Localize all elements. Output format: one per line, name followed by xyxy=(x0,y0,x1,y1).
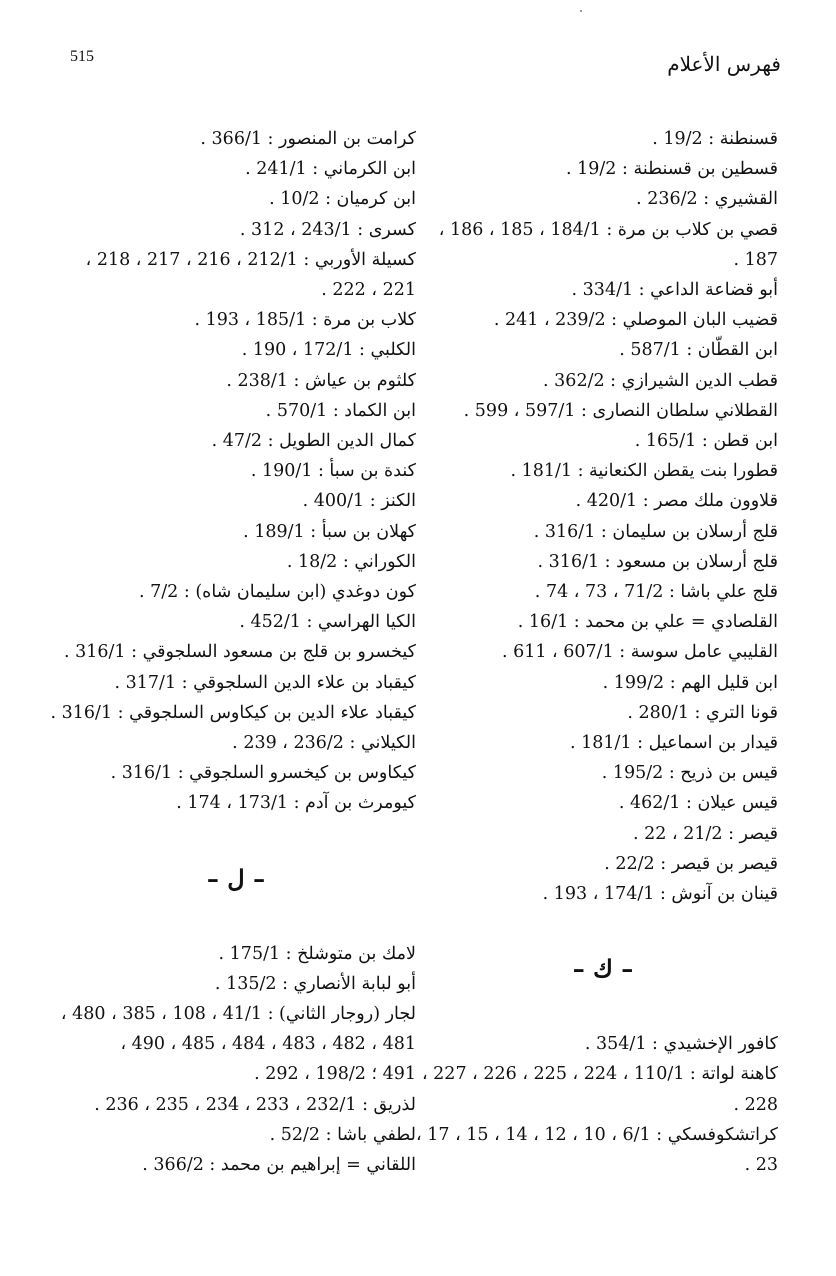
index-entry: ابن قطن : 165/1 . xyxy=(634,431,778,452)
page-number: 515 xyxy=(70,48,94,65)
index-entry: 491 ؛ 198/2 ، 292 . xyxy=(254,1064,416,1085)
index-entry: كون دوغدي (ابن سليمان شاه) : 7/2 . xyxy=(139,582,416,603)
index-entry: اللقاني = إبراهيم بن محمد : 366/2 . xyxy=(142,1155,416,1176)
index-entry: القليبي عامل سوسة : 607/1 ، 611 . xyxy=(501,642,778,663)
index-entry: قسطين بن قسنطنة : 19/2 . xyxy=(565,159,778,180)
index-entry: لامك بن متوشلخ : 175/1 . xyxy=(218,943,416,964)
index-entry: كندة بن سبأ : 190/1 . xyxy=(250,461,416,482)
index-entry: كهلان بن سبأ : 189/1 . xyxy=(243,521,416,542)
index-entry: كيكاوس بن كيخسرو السلجوقي : 316/1 . xyxy=(110,763,416,784)
index-entry: كسيلة الأوربي : 212/1 ، 216 ، 217 ، 218 ، xyxy=(85,249,416,270)
index-entry: قطورا بنت يقطن الكنعانية : 181/1 . xyxy=(510,461,778,482)
index-entry: كافور الإخشيدي : 354/1 . xyxy=(584,1034,778,1055)
index-entry: كمال الدين الطويل : 47/2 . xyxy=(211,431,416,452)
index-entry: القطلاني سلطان النصارى : 597/1 ، 599 . xyxy=(463,400,778,421)
index-entry: 228 . xyxy=(733,1094,778,1115)
index-entry: قطب الدين الشيرازي : 362/2 . xyxy=(543,370,778,391)
index-entry: القشيري : 236/2 . xyxy=(636,189,778,210)
index-entry: قصي بن كلاب بن مرة : 184/1 ، 185 ، 186 ، xyxy=(438,219,778,240)
index-entry: قلج أرسلان بن مسعود : 316/1 . xyxy=(537,551,778,572)
index-entry: قيس عيلان : 462/1 . xyxy=(618,793,778,814)
index-entry: قيس بن ذريح : 195/2 . xyxy=(601,763,778,784)
index-entry: الكوراني : 18/2 . xyxy=(286,551,416,572)
index-entry: قينان بن آنوش : 174/1 ، 193 . xyxy=(542,884,778,905)
index-entry: كلثوم بن عياش : 238/1 . xyxy=(226,370,416,391)
index-entry: الكلبي : 172/1 ، 190 . xyxy=(241,340,416,361)
section-heading-lam: – ل – xyxy=(206,863,266,893)
index-entry: كيخسرو بن قلج بن مسعود السلجوقي : 316/1 . xyxy=(63,642,416,663)
index-entry: 23 . xyxy=(744,1155,778,1176)
index-entry: لجار (روجار الثاني) : 41/1 ، 108 ، 385 ، 480 ، xyxy=(60,1004,416,1025)
index-entry: كاهنة لواتة : 110/1 ، 224 ، 225 ، 226 ، 227 ، xyxy=(421,1064,778,1085)
index-entry: 187 . xyxy=(733,249,778,270)
index-entry: كسرى : 243/1 ، 312 . xyxy=(239,219,416,240)
scan-mark xyxy=(580,10,582,12)
index-entry: كيومرث بن آدم : 173/1 ، 174 . xyxy=(176,793,416,814)
index-entry: قيصر بن قيصر : 22/2 . xyxy=(604,853,778,874)
index-entry: كيقباد علاء الدين بن كيكاوس السلجوقي : 316/1 . xyxy=(50,702,416,723)
index-entry: قيدار بن اسماعيل : 181/1 . xyxy=(569,733,778,754)
index-entry: ابن كرميان : 10/2 . xyxy=(269,189,416,210)
running-head: فهرس الأعلام xyxy=(667,52,781,76)
index-entry: القلصادي = علي بن محمد : 16/1 . xyxy=(517,612,778,633)
index-entry: كراتشكوفسكي : 6/1 ، 10 ، 12 ، 14 ، 15 ، 17 ، xyxy=(416,1124,778,1145)
index-entry: أبو لبابة الأنصاري : 135/2 . xyxy=(214,973,416,994)
index-entry: ابن قليل الهم : 199/2 . xyxy=(602,672,778,693)
index-entry: الكيلاني : 236/2 ، 239 . xyxy=(232,733,416,754)
index-column-left xyxy=(50,124,416,1180)
index-entry: لذريق : 232/1 ، 233 ، 234 ، 235 ، 236 . xyxy=(94,1094,416,1115)
index-entry: قلج أرسلان بن سليمان : 316/1 . xyxy=(533,521,778,542)
index-entry: قونا التري : 280/1 . xyxy=(627,702,778,723)
index-entry: 221 ، 222 . xyxy=(321,280,416,301)
index-entry: كلاب بن مرة : 185/1 ، 193 . xyxy=(194,310,416,331)
index-entry: كيقباد بن علاء الدين السلجوقي : 317/1 . xyxy=(114,672,416,693)
index-entry: كرامت بن المنصور : 366/1 . xyxy=(200,129,416,149)
section-heading-kaf: – ك – xyxy=(572,954,634,984)
index-entry: أبو قضاعة الداعي : 334/1 . xyxy=(571,280,778,301)
index-entry: قلج علي باشا : 71/2 ، 73 ، 74 . xyxy=(534,582,778,603)
index-entry: الكنز : 400/1 . xyxy=(302,491,416,512)
index-entry: 481 ، 482 ، 483 ، 484 ، 485 ، 490 ، xyxy=(120,1034,416,1055)
index-column-right xyxy=(416,124,778,1180)
index-entry: الكيا الهراسي : 452/1 . xyxy=(239,612,416,633)
index-entry: لطفي باشا : 52/2 . xyxy=(269,1124,416,1145)
index-entry: ابن الكرماني : 241/1 . xyxy=(245,159,416,180)
index-entry: قيصر : 21/2 ، 22 . xyxy=(632,823,778,844)
index-entry: قضيب البان الموصلي : 239/2 ، 241 . xyxy=(493,310,778,331)
index-entry: ابن القطّان : 587/1 . xyxy=(619,340,778,361)
index-entry: ابن الكماد : 570/1 . xyxy=(265,400,416,421)
index-entry: قلاوون ملك مصر : 420/1 . xyxy=(575,491,778,512)
index-entry: قسنطنة : 19/2 . xyxy=(652,129,778,149)
